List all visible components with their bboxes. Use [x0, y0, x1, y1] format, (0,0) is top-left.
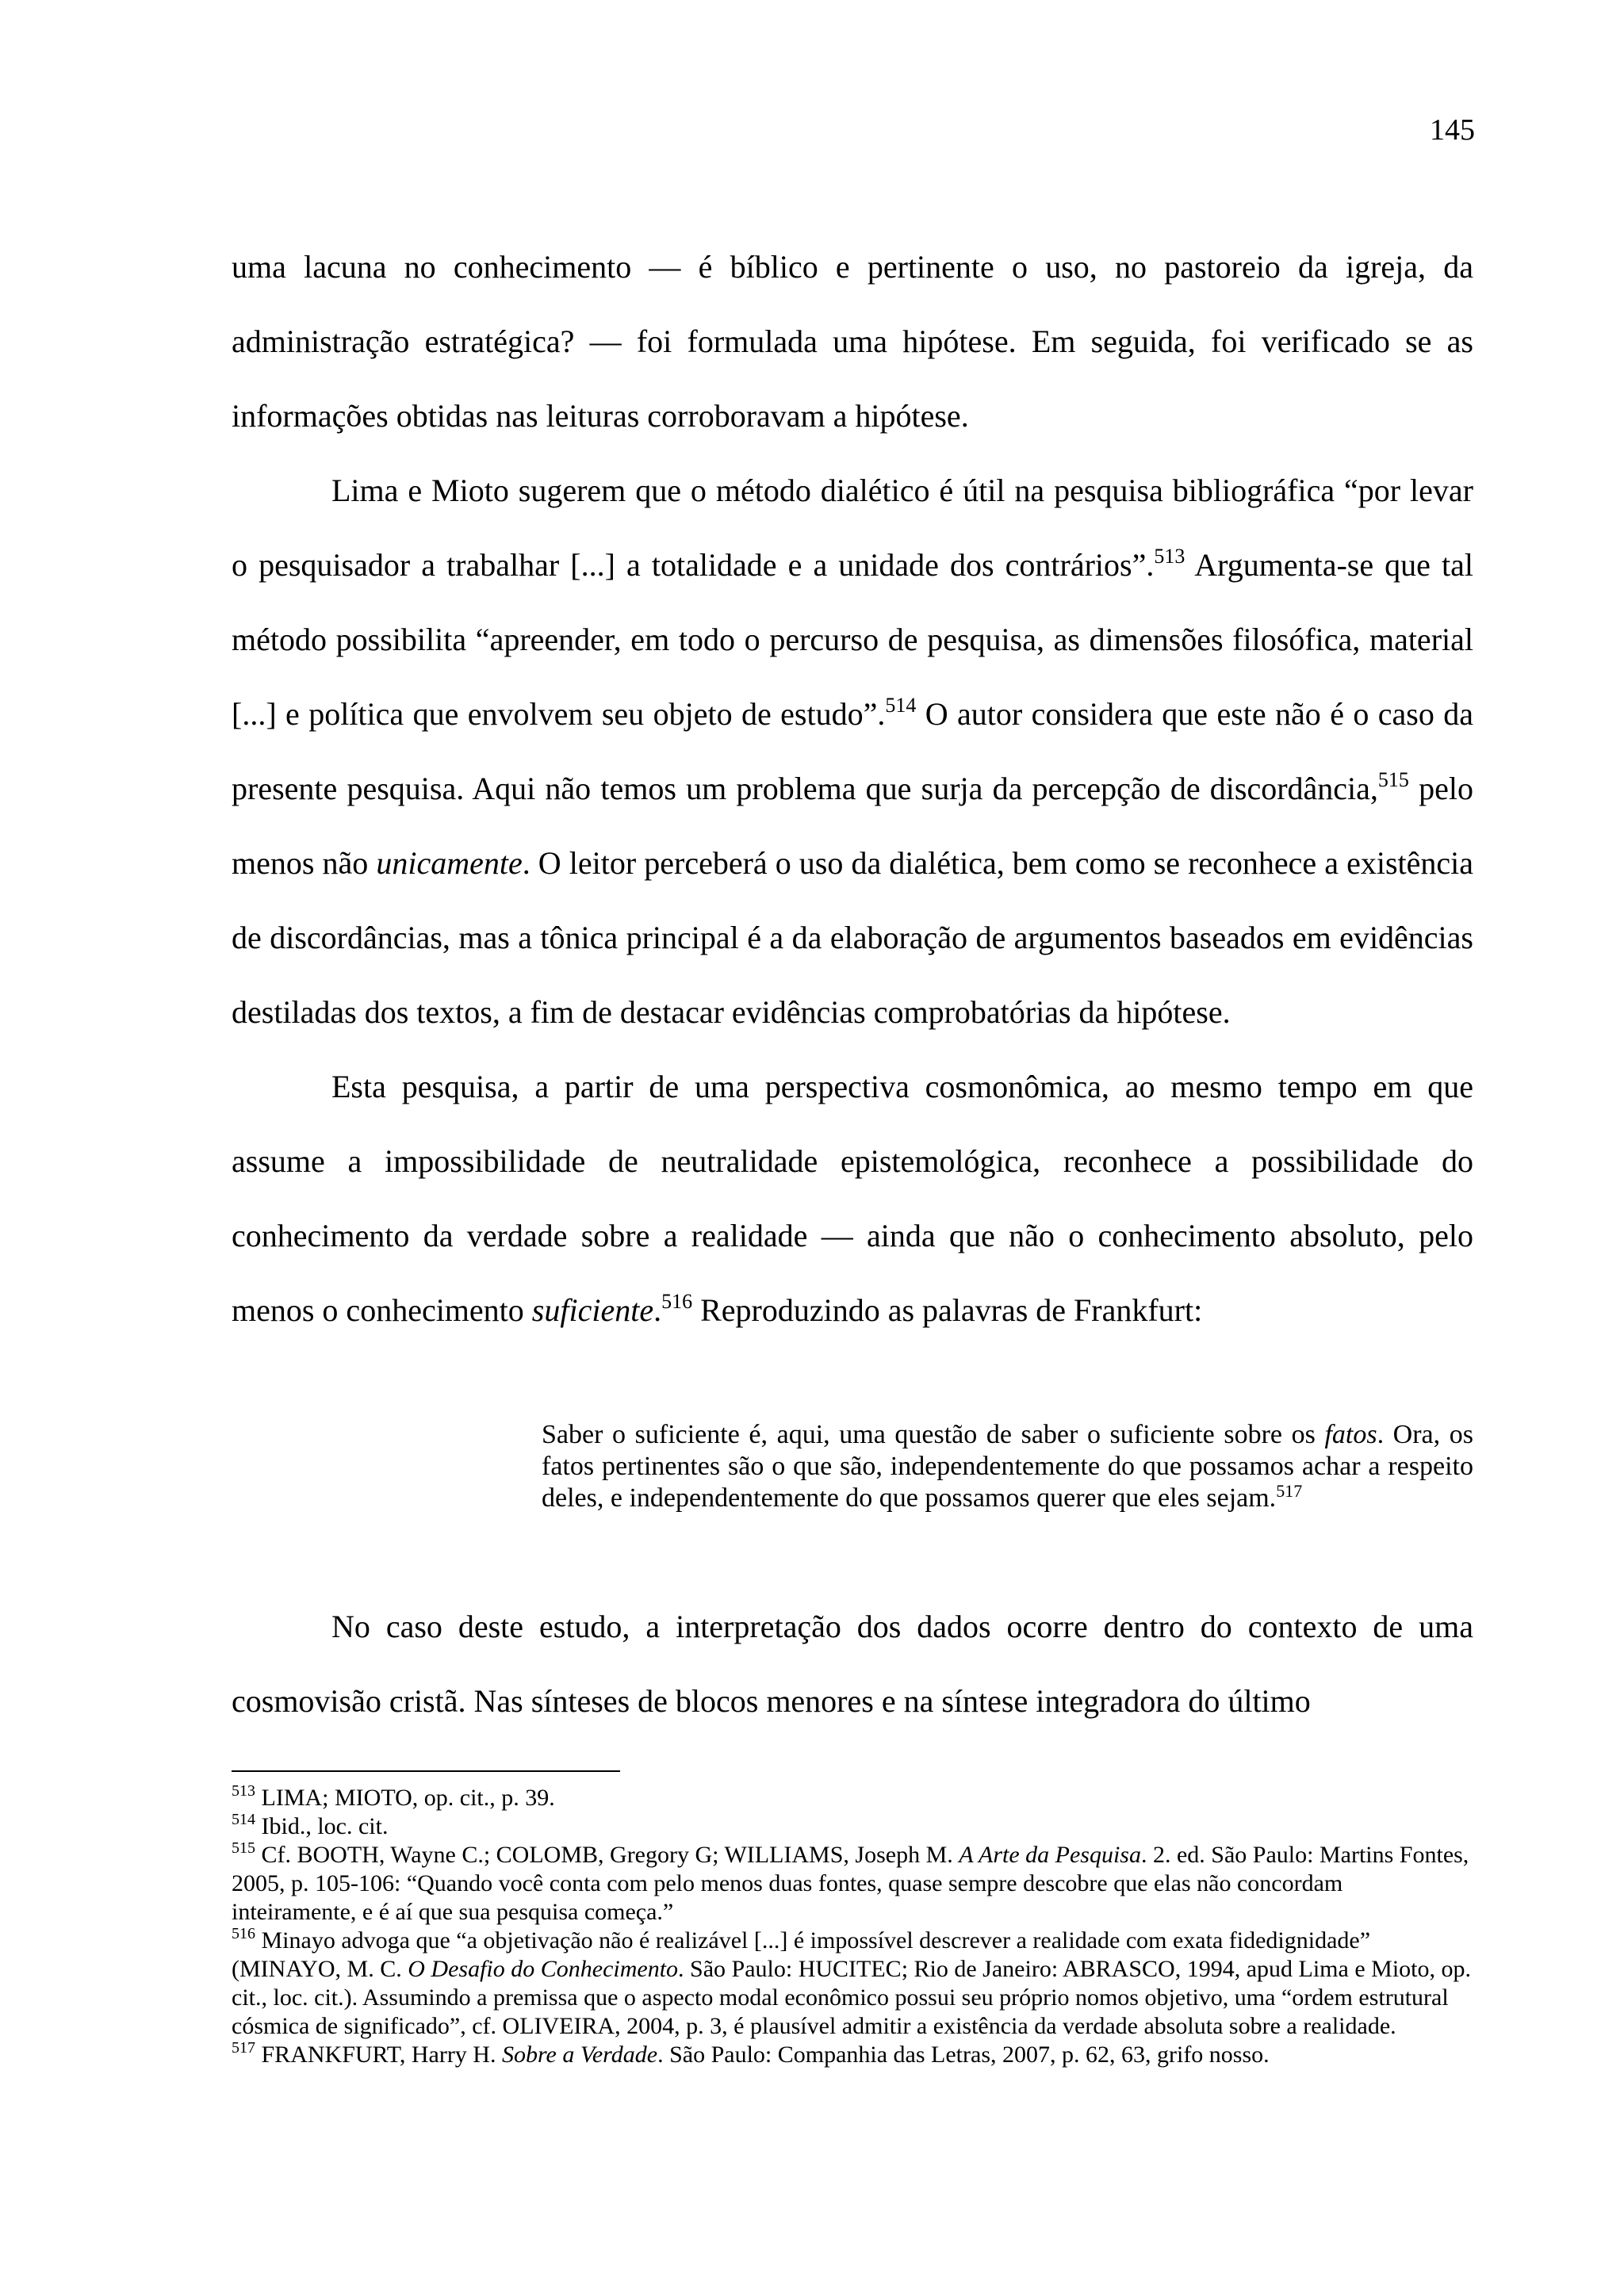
text: . São Paulo: HUCITEC; Rio de Janeiro: ABRASCO, 1994, apud Lima e Mioto, op. cit., loc. cit.). Assumindo a premissa que o aspecto modal econômico possui seu próprio nomos objetivo, uma “ordem estrutural cósmica de significado”, cf. OLIVEIRA, 2004, p. 3, é plausível admitir a existência da verdade absoluta sobre a realidade.: [232, 1956, 1471, 2039]
paragraph-2: [232, 453, 1473, 1050]
paragraph-1: uma lacuna no conhecimento — é bíblico e pertinente o uso, no pastoreio da igreja, da administração estratégica? — foi formulada uma hipótese. Em seguida, foi verificado se as informações obtidas nas leituras corroboravam a hipótese.: [232, 249, 1473, 434]
text: O autor considera que este não é o caso da presente pesquisa. Aqui não temos um problema que surja da percepção de discordância,: [232, 696, 1473, 806]
text: . 2. ed. São Paulo: Martins Fontes, 2005, p. 105-106: “Quando você conta com pelo menos duas fontes, quase sempre descobre que elas não concordam inteiramente, e é aí que sua pesquisa começa.”: [232, 1842, 1469, 1925]
footnote-ref-515[interactable]: 515: [1377, 768, 1409, 791]
text: Argumenta-se que tal método possibilita “apreender, em todo o percurso de pesquisa, as dimensões filosófica, material [...] e política que envolvem seu objeto de estudo”.: [232, 547, 1473, 732]
text: Lima e Mioto sugerem que o método dialético é útil na pesquisa bibliográfica “por levar o pesquisador a trabalhar [...] a totalidade e a unidade dos contrários”.: [232, 473, 1473, 583]
block-quote: [542, 1419, 1473, 1514]
text: Reproduzindo as palavras de Frankfurt:: [692, 1292, 1203, 1328]
emphasis: O Desafio do Conhecimento: [408, 1956, 679, 1982]
text: Ibid., loc. cit.: [255, 1813, 389, 1839]
footnote-ref-516[interactable]: 516: [661, 1290, 693, 1313]
text: Esta pesquisa, a partir de uma perspectiva cosmonômica, ao mesmo tempo em que assume a impossibilidade de neutralidade epistemológica, reconhece a possibilidade do conhecimento da verdade sobre a realidade — ainda que não o conhecimento absoluto, pelo menos o conhecimento: [232, 1069, 1473, 1328]
footnote-number: 515: [232, 1839, 255, 1857]
text: pelo menos não: [232, 771, 1473, 881]
emphasis: unicamente: [376, 845, 523, 881]
text: . O leitor perceberá o uso da dialética, bem como se reconhece a existência de discordâncias, mas a tônica principal é a da elaboração de argumentos baseados em evidências destiladas dos textos, a fim de destacar evidências comprobatórias da hipótese.: [232, 845, 1474, 1030]
page-number: 145: [1430, 113, 1475, 147]
emphasis: A Arte da Pesquisa: [959, 1842, 1141, 1868]
text: . Ora, os fatos pertinentes são o que são, independentemente do que possamos achar a respeito deles, e independentemente do que possamos querer que eles sejam.: [542, 1420, 1473, 1513]
paragraph-3: [232, 1050, 1473, 1348]
body-text: [232, 230, 1473, 1348]
footnote-ref-513[interactable]: 513: [1154, 545, 1185, 568]
footnote-separator: [232, 1770, 620, 1772]
footnote-513: [232, 1784, 1473, 1812]
footnote-number: 517: [232, 2039, 255, 2057]
footnote-ref-517[interactable]: 517: [1276, 1481, 1303, 1501]
footnote-number: 514: [232, 1811, 255, 1828]
emphasis: fatos: [1324, 1420, 1377, 1449]
text: . São Paulo: Companhia das Letras, 2007, p. 62, 63, grifo nosso.: [657, 2042, 1270, 2068]
footnote-ref-514[interactable]: 514: [885, 694, 917, 717]
emphasis: suficiente: [531, 1292, 654, 1328]
paragraph-4: No caso deste estudo, a interpretação dos dados ocorre dentro do contexto de uma cosmovisão cristã. Nas sínteses de blocos menores e na síntese integradora do último: [232, 1609, 1473, 1719]
footnote-516: [232, 1927, 1473, 2041]
text: Cf. BOOTH, Wayne C.; COLOMB, Gregory G; WILLIAMS, Joseph M.: [255, 1842, 959, 1868]
footnote-514: [232, 1812, 1473, 1841]
footnote-517: [232, 2041, 1473, 2069]
text: Minayo advoga que “a objetivação não é realizável [...] é impossível descrever a realidade com exata fidedignidade” (MINAYO, M. C.: [232, 1927, 1371, 1982]
text: LIMA; MIOTO, op. cit., p. 39.: [255, 1785, 555, 1811]
text: Saber o suficiente é, aqui, uma questão de saber o suficiente sobre os: [542, 1420, 1325, 1449]
footnotes: [232, 1784, 1473, 2069]
footnote-number: 513: [232, 1782, 255, 1800]
footnote-number: 516: [232, 1925, 255, 1942]
text: FRANKFURT, Harry H.: [255, 2042, 502, 2068]
emphasis: Sobre a Verdade: [501, 2042, 658, 2068]
footnote-515: [232, 1841, 1473, 1927]
text: .: [653, 1292, 662, 1328]
